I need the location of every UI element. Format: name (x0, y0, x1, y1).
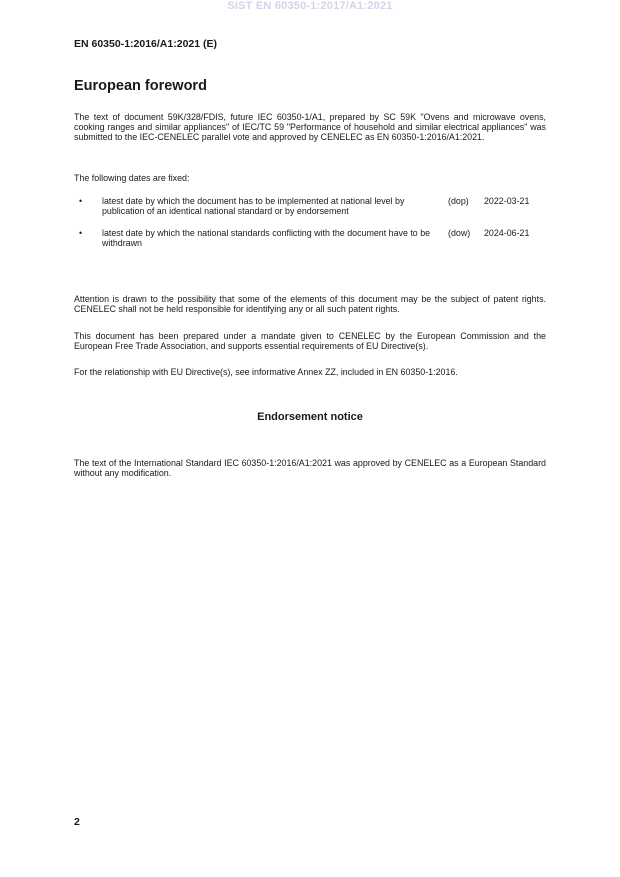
section-title-european-foreword: European foreword (74, 78, 207, 94)
list-item (74, 228, 546, 260)
foreword-intro-paragraph: The text of document 59K/328/FDIS, future IEC 60350-1/A1, prepared by SC 59K "Ovens and microwave ovens, cooking ranges and similar appliances" of IEC/TC 59 "Performance of household and similar electrical appliances" was submitted to the IEC-CENELEC parallel vote and approved by CENELEC as EN 60350-1:2016/A1:2021. (74, 112, 546, 143)
section-title-endorsement-notice: Endorsement notice (257, 411, 363, 423)
patent-notice: Attention is drawn to the possibility that some of the elements of this document may be the subject of patent rights. CENELEC shall not be held responsible for identifying any or all such patent rights. (74, 294, 546, 315)
dates-list (74, 196, 546, 260)
bullet: • (79, 196, 83, 206)
page-number: 2 (74, 816, 80, 828)
document-id: EN 60350-1:2016/A1:2021 (E) (74, 38, 218, 50)
date-code: (dow) (448, 228, 471, 238)
list-item (74, 196, 546, 228)
date-description: latest date by which the document has to be implemented at national level by publication of an identical national standard or by endorsement (102, 196, 405, 217)
directive-reference: For the relationship with EU Directive(s), see informative Annex ZZ, included in EN 60350-1:2016. (74, 367, 458, 377)
bullet: • (79, 228, 83, 238)
endorsement-text: The text of the International Standard IEC 60350-1:2016/A1:2021 was approved by CENELEC as a European Standard without any modification. (74, 458, 546, 479)
date-description: latest date by which the national standards conflicting with the document have to be withdrawn (102, 228, 431, 249)
mandate-notice: This document has been prepared under a mandate given to CENELEC by the European Commission and the European Free Trade Association, and supports essential requirements of EU Directive(s). (74, 331, 546, 352)
date-code: (dop) (448, 196, 469, 206)
date-value: 2022-03-21 (484, 196, 530, 206)
date-value: 2024-06-21 (484, 228, 530, 238)
watermark: SIST EN 60350-1:2017/A1:2021 (227, 0, 393, 12)
dates-intro: The following dates are fixed: (74, 173, 190, 183)
